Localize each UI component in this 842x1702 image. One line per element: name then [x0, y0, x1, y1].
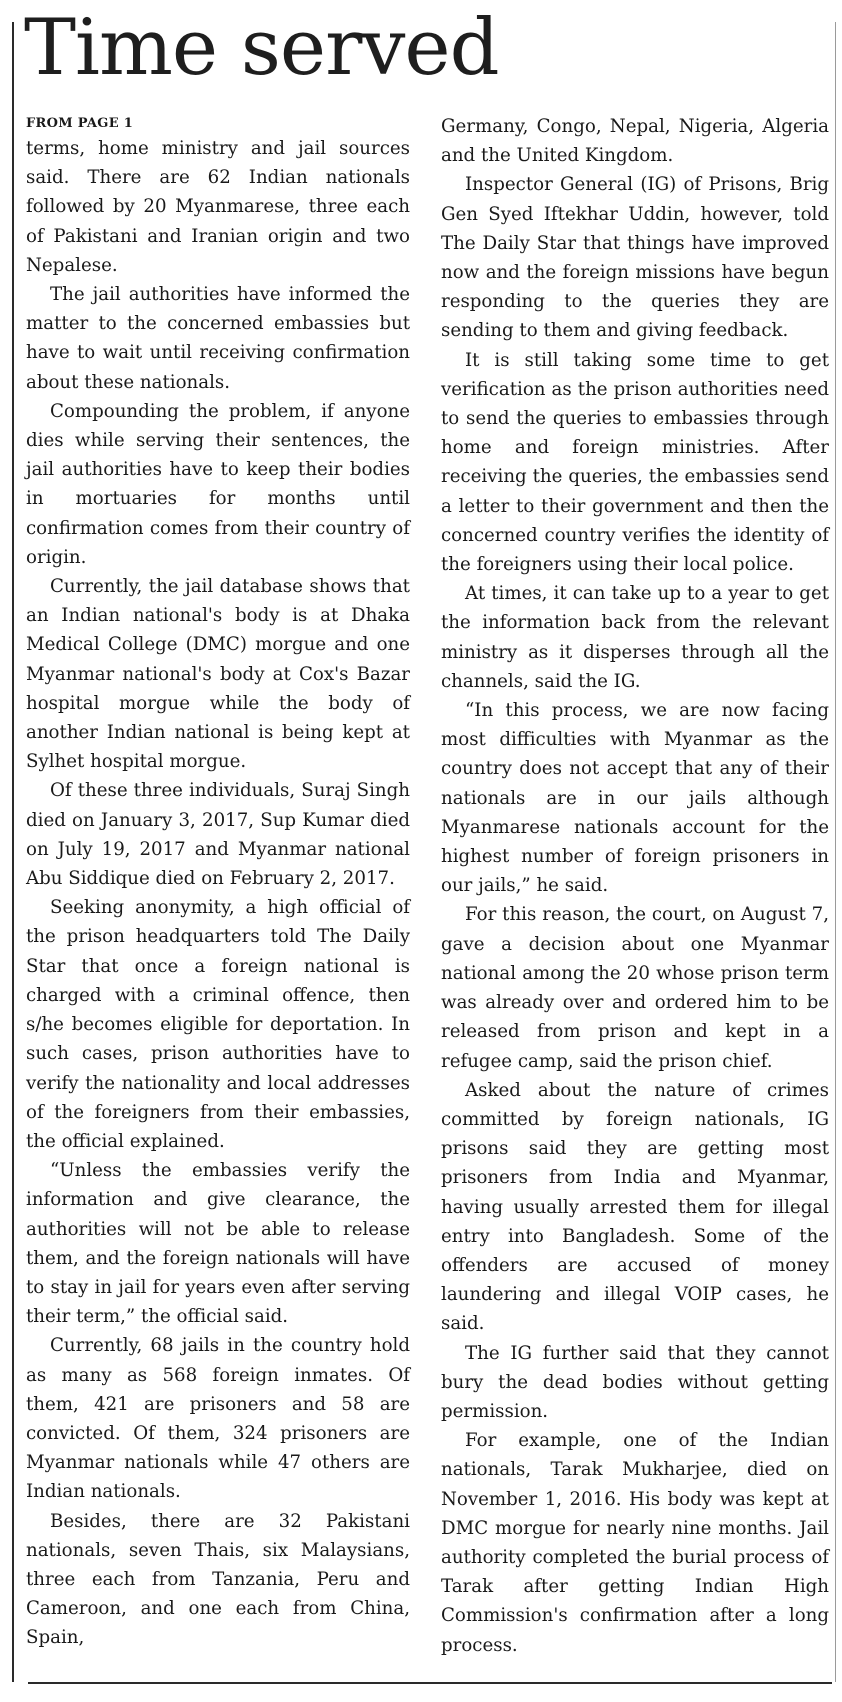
paragraph: Asked about the nature of crimes committed by foreign nationals, IG prisons said they are getting most prisoners from India and Myanmar, having usually arrested them for illegal entry into Bangladesh. Some of the offenders are accused of money laundering and illegal VOIP cases, he said.	[441, 1079, 829, 1335]
paragraph: At times, it can take up to a year to get the information back from the relevant ministry as it disperses through all the channels, said the IG.	[441, 583, 829, 692]
paragraph: Germany, Congo, Nepal, Nigeria, Algeria and the United Kingdom.	[441, 116, 829, 167]
paragraph: Currently, the jail database shows that an Indian national's body is at Dhaka Medical College (DMC) morgue and one Myanmar national's body at Cox's Bazar hospital morgue while the body of another Indian national is being kept at Sylhet hospital morgue.	[26, 576, 410, 773]
paragraph: Seeking anonymity, a high official of the prison headquarters told The Daily Star that once a foreign national is charged with a criminal offence, then s/he becomes eligible for deportation. In such cases, prison authorities have to verify the nationality and local addresses of the foreigners from their embassies, the official explained.	[26, 897, 410, 1152]
continuation-kicker: FROM PAGE 1	[26, 116, 134, 131]
paragraph: Besides, there are 32 Pakistani nationals, seven Thais, six Malaysians, three each from Tanzania, Peru and Cameroon, and one each from China, Spain,	[26, 1510, 410, 1649]
right-page-edge	[835, 22, 836, 1682]
paragraph: For example, one of the Indian nationals, Tarak Mukharjee, died on November 1, 2016. His body was kept at DMC morgue for nearly nine months. Jail authority completed the burial process of Tarak after getting Indian High Commission's confirmation after a long process.	[441, 1430, 829, 1656]
paragraph: The IG further said that they cannot bury the dead bodies without getting permission.	[441, 1342, 829, 1422]
paragraph: The jail authorities have informed the matter to the concerned embassies but have to wait until receiving confirmation about these nationals.	[26, 284, 410, 393]
article-column-left	[26, 112, 410, 1653]
paragraph: “In this process, we are now facing most difficulties with Myanmar as the country does not accept that any of their nationals are in our jails although Myanmarese nationals account for the highest number of foreign prisoners in our jails,” he said.	[441, 700, 829, 897]
paragraph: Currently, 68 jails in the country hold as many as 568 foreign inmates. Of them, 421 are prisoners and 58 are convicted. Of them, 324 prisoners are Myanmar nationals while 47 others are Indian nationals.	[26, 1335, 410, 1503]
paragraph: “Unless the embassies verify the information and give clearance, the authorities will not be able to release them, and the foreign nationals will have to stay in jail for years even after serving their term,” the official said.	[26, 1160, 410, 1328]
headline: Time served	[24, 3, 499, 93]
paragraph: Of these three individuals, Suraj Singh died on January 3, 2017, Sup Kumar died on July 19, 2017 and Myanmar national Abu Siddique died on February 2, 2017.	[26, 780, 410, 890]
paragraph: It is still taking some time to get verification as the prison authorities need to send the queries to embassies through home and foreign ministries. After receiving the queries, the embassies send a letter to their government and then the concerned country verifies the identity of the foreigners using their local police.	[441, 349, 829, 576]
paragraph: terms, home ministry and jail sources said. There are 62 Indian nationals followed by 20 Myanmarese, three each of Pakistani and Iranian origin and two Nepalese.	[26, 138, 410, 276]
left-column-rule	[12, 22, 14, 1682]
paragraph: For this reason, the court, on August 7, gave a decision about one Myanmar national among the 20 whose prison term was already over and ordered him to be released from prison and kept in a refugee camp, said the prison chief.	[441, 904, 829, 1072]
paragraph: Compounding the problem, if anyone dies while serving their sentences, the jail authorities have to keep their bodies in mortuaries for months until confirmation comes from their country of origin.	[26, 400, 410, 568]
paragraph: Inspector General (IG) of Prisons, Brig Gen Syed Iftekhar Uddin, however, told The Daily Star that things have improved now and the foreign missions have begun responding to the queries they are sending to them and giving feedback.	[441, 174, 829, 342]
bottom-rule	[28, 1682, 832, 1684]
article-column-right	[441, 112, 829, 1660]
